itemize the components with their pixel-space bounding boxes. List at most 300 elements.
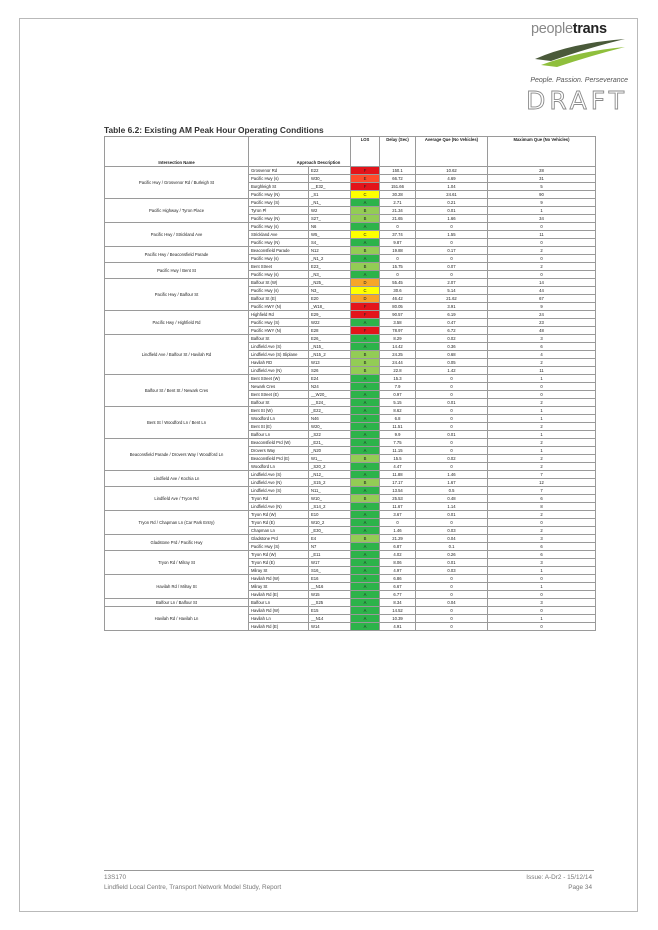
approach-name: Tryon Rd (W) xyxy=(249,551,309,559)
los-value: A xyxy=(351,343,380,351)
avg-que-value: 21.62 xyxy=(416,295,488,303)
avg-que-value: 24.61 xyxy=(416,191,488,199)
los-value: A xyxy=(351,319,380,327)
max-que-value: 3 xyxy=(488,599,596,607)
intersection-name: Lindfield Ave / Tryon Rd xyxy=(105,487,249,511)
max-que-value: 1 xyxy=(488,375,596,383)
approach-code: W30_ xyxy=(309,175,351,183)
intersection-name: Balfour St / Bent St / Newark Cres xyxy=(105,375,249,407)
approach-code: W22 xyxy=(309,319,351,327)
delay-value: 11.15 xyxy=(380,447,416,455)
approach-name: Tryon Rd (E) xyxy=(249,519,309,527)
approach-code: _N25_ xyxy=(309,279,351,287)
delay-value: 22.8 xyxy=(380,367,416,375)
max-que-value: 2 xyxy=(488,263,596,271)
approach-name: Pacific HWY (N) xyxy=(249,327,309,335)
approach-code: W20_ xyxy=(309,423,351,431)
avg-que-value: 10.62 xyxy=(416,167,488,175)
los-value: A xyxy=(351,255,380,263)
approach-name: Pacific Hwy (s) xyxy=(249,255,309,263)
approach-name: Lindfield Ave (S) Sliplane xyxy=(249,351,309,359)
delay-value: 0 xyxy=(380,271,416,279)
delay-value: 6.67 xyxy=(380,583,416,591)
approach-name: Pacific Hwy (N) xyxy=(249,215,309,223)
delay-value: 24.25 xyxy=(380,351,416,359)
approach-name: Pacific Hwy (s) xyxy=(249,271,309,279)
max-que-value: 1 xyxy=(488,583,596,591)
approach-code: N3_ xyxy=(309,287,351,295)
approach-name: Gladstone Prd xyxy=(249,535,309,543)
approach-code: E29_ xyxy=(309,311,351,319)
approach-name: Burghleigh St xyxy=(249,183,309,191)
footer-right xyxy=(526,873,592,893)
max-que-value: 9 xyxy=(488,303,596,311)
avg-que-value: 1.46 xyxy=(416,471,488,479)
avg-que-value: 0 xyxy=(416,223,488,231)
approach-name: Beaconsfield Prd (E) xyxy=(249,455,309,463)
delay-value: 6.8 xyxy=(380,415,416,423)
avg-que-value: 0.1 xyxy=(416,543,488,551)
intersection-name: Pacific Highway / Tyron Place xyxy=(105,199,249,223)
max-que-value: 67 xyxy=(488,295,596,303)
los-value: A xyxy=(351,415,380,423)
max-que-value: 3 xyxy=(488,559,596,567)
approach-code: __N16 xyxy=(309,583,351,591)
table-row xyxy=(105,471,596,479)
approach-name: Balfour St (W) xyxy=(249,279,309,287)
avg-que-value: 0.07 xyxy=(416,263,488,271)
los-value: A xyxy=(351,399,380,407)
max-que-value: 90 xyxy=(488,191,596,199)
max-que-value: 0 xyxy=(488,255,596,263)
approach-code: W15 xyxy=(309,591,351,599)
delay-value: 80.05 xyxy=(380,303,416,311)
max-que-value: 3 xyxy=(488,335,596,343)
logo-text-people: people xyxy=(531,21,573,37)
max-que-value: 0 xyxy=(488,575,596,583)
approach-name: Milray St xyxy=(249,567,309,575)
delay-value: 11.51 xyxy=(380,423,416,431)
max-que-value: 2 xyxy=(488,359,596,367)
max-que-value: 11 xyxy=(488,367,596,375)
delay-value: 4.91 xyxy=(380,623,416,631)
approach-name: Highfield Rd xyxy=(249,311,309,319)
max-que-value: 7 xyxy=(488,471,596,479)
delay-value: 11.88 xyxy=(380,471,416,479)
los-value: A xyxy=(351,511,380,519)
intersection-name: Pacific Hwy / Strickland Ave xyxy=(105,223,249,247)
delay-value: 11.67 xyxy=(380,503,416,511)
max-que-value: 2 xyxy=(488,511,596,519)
table-row xyxy=(105,487,596,495)
approach-code: _S14_2 xyxy=(309,503,351,511)
table-row xyxy=(105,607,596,615)
los-value: A xyxy=(351,503,380,511)
approach-name: Woodford Ln xyxy=(249,463,309,471)
los-value: A xyxy=(351,607,380,615)
approach-name: Balfour Ln xyxy=(249,431,309,439)
max-que-value: 28 xyxy=(488,167,596,175)
approach-code: _S22 xyxy=(309,431,351,439)
avg-que-value: 0.03 xyxy=(416,527,488,535)
approach-code: __W20_ xyxy=(309,391,351,399)
delay-value: 19.88 xyxy=(380,247,416,255)
table-row xyxy=(105,223,596,231)
approach-name: Drovers Way xyxy=(249,447,309,455)
los-value: A xyxy=(351,559,380,567)
los-value: B xyxy=(351,535,380,543)
approach-name: Havilah Rd (E) xyxy=(249,591,309,599)
delay-value: 4.97 xyxy=(380,567,416,575)
approach-name: Pacific Hwy (N) xyxy=(249,239,309,247)
delay-value: 37.74 xyxy=(380,231,416,239)
approach-name: Pacific Hwy (s) xyxy=(249,287,309,295)
approach-name: Bent Street (W) xyxy=(249,375,309,383)
approach-name: Bent St (W) xyxy=(249,407,309,415)
delay-value: 21.29 xyxy=(380,535,416,543)
approach-name: Tyron Pl xyxy=(249,207,309,215)
max-que-value: 6 xyxy=(488,495,596,503)
los-value: A xyxy=(351,335,380,343)
delay-value: 150.1 xyxy=(380,167,416,175)
approach-code: E16 xyxy=(309,575,351,583)
los-value: D xyxy=(351,279,380,287)
approach-code: E28 xyxy=(309,327,351,335)
approach-name: Milray St xyxy=(249,583,309,591)
max-que-value: 1 xyxy=(488,447,596,455)
avg-que-value: 0.03 xyxy=(416,567,488,575)
approach-name: Pacific Hwy (S) xyxy=(249,543,309,551)
max-que-value: 11 xyxy=(488,231,596,239)
avg-que-value: 0 xyxy=(416,439,488,447)
avg-que-value: 0 xyxy=(416,607,488,615)
approach-code: _N12_ xyxy=(309,471,351,479)
approach-name: Newark Cres xyxy=(249,383,309,391)
intersection-name: Lindfield Ave / Kochia Ln xyxy=(105,471,249,487)
los-value: A xyxy=(351,551,380,559)
table-title: Table 6.2: Existing AM Peak Hour Operating Conditions xyxy=(104,125,324,135)
approach-code: W10_ xyxy=(309,495,351,503)
operating-conditions-table xyxy=(104,136,596,631)
los-value: A xyxy=(351,439,380,447)
max-que-value: 3 xyxy=(488,535,596,543)
table-header-row xyxy=(105,137,596,167)
approach-code: _N3_ xyxy=(309,271,351,279)
approach-name: Lindfield Ave (S) xyxy=(249,487,309,495)
delay-value: 78.97 xyxy=(380,327,416,335)
los-value: B xyxy=(351,247,380,255)
table-row xyxy=(105,439,596,447)
delay-value: 9.9 xyxy=(380,431,416,439)
avg-que-value: 0.5 xyxy=(416,487,488,495)
max-que-value: 0 xyxy=(488,623,596,631)
delay-value: 14.52 xyxy=(380,607,416,615)
los-value: A xyxy=(351,391,380,399)
approach-code: _E22_ xyxy=(309,407,351,415)
max-que-value: 0 xyxy=(488,519,596,527)
approach-name: Pacific Hwy (S) xyxy=(249,199,309,207)
delay-value: 14.42 xyxy=(380,343,416,351)
max-que-value: 0 xyxy=(488,391,596,399)
delay-value: 7.9 xyxy=(380,383,416,391)
los-value: A xyxy=(351,199,380,207)
table-row xyxy=(105,599,596,607)
table-row xyxy=(105,375,596,383)
avg-que-value: 5.14 xyxy=(416,287,488,295)
approach-name: Tryon Rd xyxy=(249,495,309,503)
los-value: A xyxy=(351,463,380,471)
avg-que-value: 0 xyxy=(416,255,488,263)
delay-value: 0 xyxy=(380,255,416,263)
los-value: B xyxy=(351,351,380,359)
logo-swoosh-icon xyxy=(531,37,626,71)
approach-name: Strickland Ave xyxy=(249,231,309,239)
los-value: B xyxy=(351,479,380,487)
intersection-name: Bent St / Woodford Ln / Bent Ln xyxy=(105,407,249,439)
avg-que-value: 0 xyxy=(416,407,488,415)
los-value: A xyxy=(351,599,380,607)
avg-que-value: 0.04 xyxy=(416,599,488,607)
approach-code: _N20 xyxy=(309,447,351,455)
avg-que-value: 0 xyxy=(416,391,488,399)
max-que-value: 2 xyxy=(488,439,596,447)
los-value: B xyxy=(351,455,380,463)
delay-value: 6.77 xyxy=(380,591,416,599)
avg-que-value: 0 xyxy=(416,239,488,247)
max-que-value: 2 xyxy=(488,527,596,535)
delay-value: 66.72 xyxy=(380,175,416,183)
max-que-value: 1 xyxy=(488,207,596,215)
max-que-value: 2 xyxy=(488,423,596,431)
approach-code: N12 xyxy=(309,247,351,255)
delay-value: 8.29 xyxy=(380,335,416,343)
avg-que-value: 0.01 xyxy=(416,431,488,439)
delay-value: 55.45 xyxy=(380,279,416,287)
los-value: A xyxy=(351,223,380,231)
draft-watermark: DRAFT xyxy=(526,86,628,115)
avg-que-value: 6.19 xyxy=(416,311,488,319)
avg-que-value: 0 xyxy=(416,271,488,279)
avg-que-value: 0 xyxy=(416,463,488,471)
delay-value: 15.3 xyxy=(380,375,416,383)
approach-code: E24 xyxy=(309,375,351,383)
approach-code: _N1_2 xyxy=(309,255,351,263)
los-value: F xyxy=(351,183,380,191)
los-value: A xyxy=(351,447,380,455)
approach-code: _N15_2 xyxy=(309,351,351,359)
delay-value: 30.6 xyxy=(380,287,416,295)
max-que-value: 1 xyxy=(488,415,596,423)
delay-value: 15.5 xyxy=(380,455,416,463)
logo-text-trans: trans xyxy=(572,21,607,37)
los-value: B xyxy=(351,367,380,375)
header-approach-desc: Approach Description xyxy=(249,137,351,167)
max-que-value: 1 xyxy=(488,567,596,575)
company-logo xyxy=(531,21,626,73)
avg-que-value: 0.01 xyxy=(416,559,488,567)
avg-que-value: 0 xyxy=(416,447,488,455)
max-que-value: 2 xyxy=(488,399,596,407)
delay-value: 7.75 xyxy=(380,439,416,447)
tagline: People. Passion. Perseverance xyxy=(530,77,628,84)
max-que-value: 12 xyxy=(488,479,596,487)
intersection-name: Pacific Hwy / Grosvenor Rd / Burleigh St xyxy=(105,167,249,199)
delay-value: 25.53 xyxy=(380,495,416,503)
max-que-value: 14 xyxy=(488,279,596,287)
footer-page-number: Page 34 xyxy=(568,884,592,891)
avg-que-value: 0.47 xyxy=(416,319,488,327)
max-que-value: 5 xyxy=(488,183,596,191)
delay-value: 0 xyxy=(380,519,416,527)
delay-value: 3.67 xyxy=(380,511,416,519)
los-value: D xyxy=(351,295,380,303)
max-que-value: 2 xyxy=(488,463,596,471)
intersection-name: Tryon Rd / Chapman Ln (Car Park Entry) xyxy=(105,511,249,535)
avg-que-value: 0.68 xyxy=(416,351,488,359)
approach-code: E10 xyxy=(309,511,351,519)
delay-value: 10.39 xyxy=(380,615,416,623)
intersection-name: Pacific Hwy / Balfour St xyxy=(105,279,249,311)
avg-que-value: 0 xyxy=(416,519,488,527)
approach-code: S26 xyxy=(309,367,351,375)
approach-code: N24 xyxy=(309,383,351,391)
approach-name: Havilah Rd (E) xyxy=(249,623,309,631)
avg-que-value: 6.72 xyxy=(416,327,488,335)
los-value: A xyxy=(351,615,380,623)
approach-name: Balfour Ln xyxy=(249,599,309,607)
delay-value: 8.34 xyxy=(380,599,416,607)
delay-value: 151.66 xyxy=(380,183,416,191)
max-que-value: 1 xyxy=(488,431,596,439)
los-value: B xyxy=(351,215,380,223)
header-los: LOS xyxy=(351,137,380,167)
approach-name: Lindfield Ave (N) xyxy=(249,367,309,375)
approach-name: Chapman Ln xyxy=(249,527,309,535)
los-value: A xyxy=(351,583,380,591)
max-que-value: 0 xyxy=(488,607,596,615)
los-value: B xyxy=(351,359,380,367)
delay-value: 15.75 xyxy=(380,263,416,271)
max-que-value: 0 xyxy=(488,223,596,231)
max-que-value: 8 xyxy=(488,503,596,511)
header-intersection: Intersection Name xyxy=(105,137,249,167)
header-avg-que: Average Que (No Vehicles) xyxy=(416,137,488,167)
approach-name: Beaconsfield Prd (W) xyxy=(249,439,309,447)
approach-code: _S20_2 xyxy=(309,463,351,471)
los-value: B xyxy=(351,495,380,503)
los-value: B xyxy=(351,263,380,271)
intersection-name: Gladstone Prd / Pacific Hwy xyxy=(105,535,249,551)
approach-name: Havilah RD xyxy=(249,359,309,367)
approach-name: Lindfield Ave (S) xyxy=(249,343,309,351)
avg-que-value: 0.04 xyxy=(416,535,488,543)
avg-que-value: 0.02 xyxy=(416,455,488,463)
approach-code: N6 xyxy=(309,223,351,231)
max-que-value: 2 xyxy=(488,247,596,255)
avg-que-value: 1.55 xyxy=(416,231,488,239)
avg-que-value: 0.26 xyxy=(416,551,488,559)
avg-que-value: 0 xyxy=(416,615,488,623)
delay-value: 13.54 xyxy=(380,487,416,495)
approach-code: W2 xyxy=(309,207,351,215)
header-max-que: Maximum Que (No Vehicles) xyxy=(488,137,596,167)
intersection-name: Lindfield Ave / Balfour St / Havilah Rd xyxy=(105,335,249,375)
los-value: A xyxy=(351,423,380,431)
approach-code: _E30_ xyxy=(309,527,351,535)
approach-code: W5_ xyxy=(309,231,351,239)
approach-code: __N14 xyxy=(309,615,351,623)
avg-que-value: 0.48 xyxy=(416,495,488,503)
max-que-value: 7 xyxy=(488,487,596,495)
los-value: A xyxy=(351,375,380,383)
intersection-name: Pacific Hwy / Bent St xyxy=(105,263,249,279)
los-value: A xyxy=(351,543,380,551)
los-value: A xyxy=(351,527,380,535)
delay-value: 0 xyxy=(380,223,416,231)
delay-value: 1.46 xyxy=(380,527,416,535)
approach-code: _W18_ xyxy=(309,303,351,311)
table-body xyxy=(105,167,596,631)
delay-value: 3.58 xyxy=(380,319,416,327)
approach-name: Havilah Rd (W) xyxy=(249,607,309,615)
footer-left xyxy=(104,873,281,893)
approach-name: Lindfield Ave (N) xyxy=(249,479,309,487)
delay-value: 9.87 xyxy=(380,239,416,247)
delay-value: 24.44 xyxy=(380,359,416,367)
approach-name: Lindfield Ave (N) xyxy=(249,503,309,511)
approach-code: _N1_ xyxy=(309,199,351,207)
delay-value: 30.28 xyxy=(380,191,416,199)
delay-value: 2.71 xyxy=(380,199,416,207)
los-value: A xyxy=(351,471,380,479)
intersection-name: Pacific Hwy / Beaconsfield Parade xyxy=(105,247,249,263)
table-row xyxy=(105,407,596,415)
approach-name: Pacific Hwy (s) xyxy=(249,175,309,183)
max-que-value: 4 xyxy=(488,351,596,359)
max-que-value: 9 xyxy=(488,199,596,207)
delay-value: 5.15 xyxy=(380,399,416,407)
los-value: A xyxy=(351,623,380,631)
avg-que-value: 0 xyxy=(416,415,488,423)
avg-que-value: 0.36 xyxy=(416,343,488,351)
avg-que-value: 0.01 xyxy=(416,207,488,215)
los-value: E xyxy=(351,175,380,183)
approach-name: Beaconsfield Parade xyxy=(249,247,309,255)
intersection-name: Pacific Hwy / Highfield Rd xyxy=(105,311,249,335)
avg-que-value: 0 xyxy=(416,591,488,599)
intersection-name: Balfour Ln / Balfour St xyxy=(105,599,249,607)
delay-value: 21.65 xyxy=(380,215,416,223)
max-que-value: 1 xyxy=(488,407,596,415)
table-row xyxy=(105,279,596,287)
approach-code: _E21_ xyxy=(309,439,351,447)
delay-value: 8.06 xyxy=(380,559,416,567)
los-value: F xyxy=(351,167,380,175)
los-value: A xyxy=(351,591,380,599)
avg-que-value: 4.69 xyxy=(416,175,488,183)
footer-divider xyxy=(104,870,594,871)
delay-value: 4.47 xyxy=(380,463,416,471)
table-row xyxy=(105,575,596,583)
avg-que-value: 0 xyxy=(416,623,488,631)
delay-value: 8.62 xyxy=(380,407,416,415)
footer-issue: Issue: A-Dr2 - 15/12/14 xyxy=(526,874,592,881)
intersection-name: Havilah Rd / Milray St xyxy=(105,575,249,599)
approach-name: Tryon Rd (W) xyxy=(249,511,309,519)
intersection-name: Beaconsfield Parade / Drovers Way / Woodford Ln xyxy=(105,439,249,471)
table-row xyxy=(105,247,596,255)
max-que-value: 31 xyxy=(488,175,596,183)
